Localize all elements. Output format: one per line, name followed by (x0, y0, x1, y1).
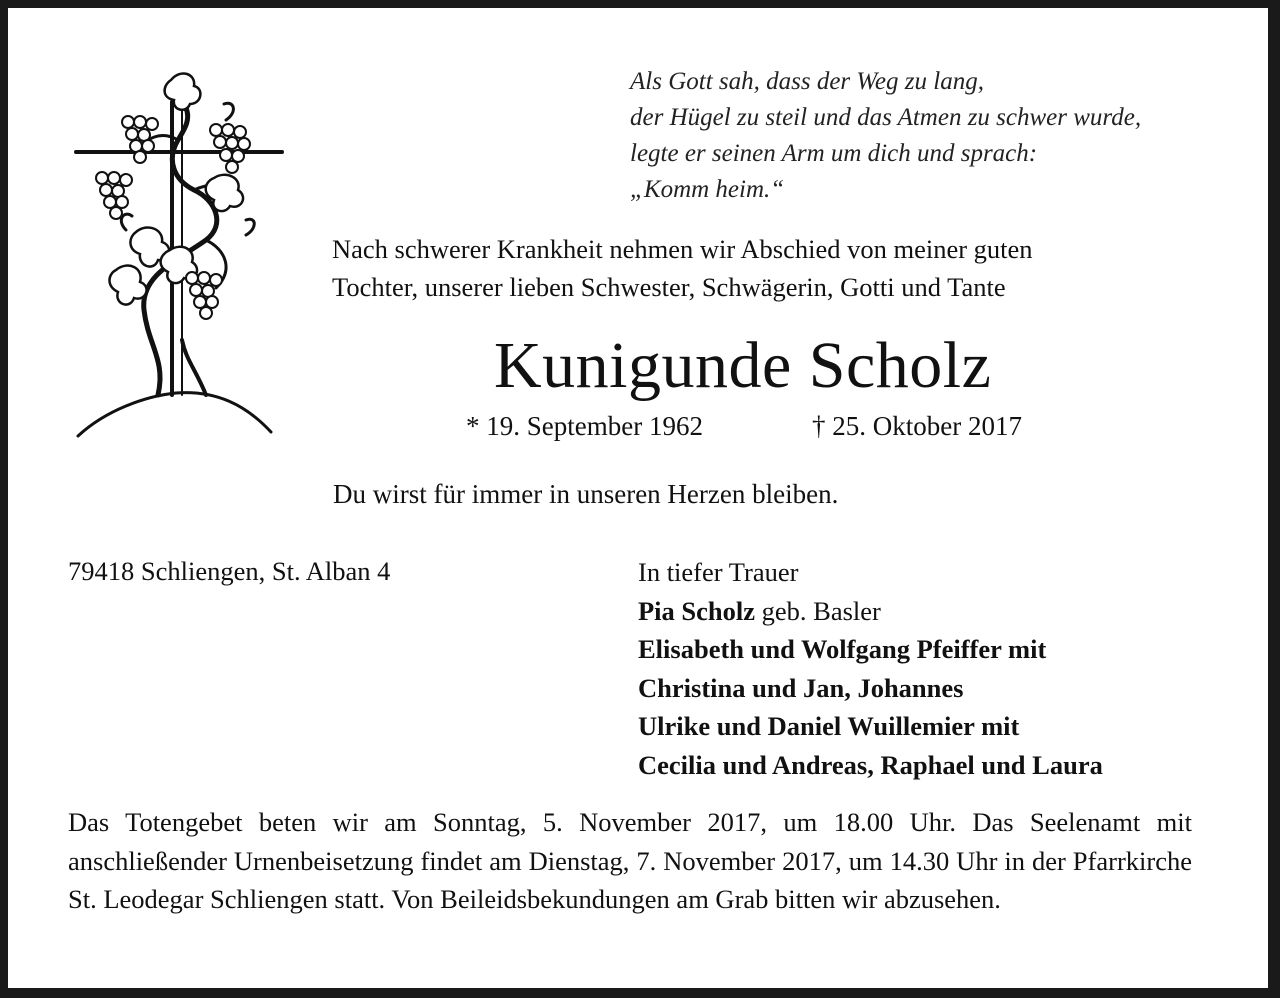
intro-line: Nach schwerer Krankheit nehmen wir Abschied von meiner guten (332, 234, 1033, 264)
intro-text (332, 230, 1202, 306)
intro-line: Tochter, unserer lieben Schwester, Schwägerin, Gotti und Tante (332, 272, 1006, 302)
mourner-line (638, 630, 1103, 669)
poem-line: legte er seinen Arm um dich und sprach: (630, 140, 1038, 167)
cross-with-grapevine-icon (66, 60, 286, 444)
mourner-line (638, 669, 1103, 708)
mourner-name: Pia Scholz (638, 595, 756, 626)
mourner-line (638, 746, 1103, 785)
poem (630, 64, 1141, 208)
death-date: † 25. Oktober 2017 (812, 411, 1022, 441)
mourner-line (638, 707, 1103, 746)
mourner-line (638, 592, 1103, 631)
mourner-name: Christina und Jan, Johannes (638, 672, 964, 703)
motto: Du wirst für immer in unseren Herzen bleiben. (333, 479, 839, 509)
birth-date: * 19. September 1962 (466, 411, 703, 441)
deceased-name: Kunigunde Scholz (494, 329, 992, 402)
poem-line: „Komm heim.“ (630, 176, 785, 203)
mourner-name: Elisabeth und Wolfgang Pfeiffer mit (638, 634, 1047, 664)
poem-line: Als Gott sah, dass der Weg zu lang, (630, 68, 984, 95)
mourner-name: Cecilia und Andreas, Raphael und Laura (638, 749, 1103, 780)
obituary-card (8, 8, 1268, 988)
mourner-name: Ulrike und Daniel Wuillemier mit (638, 711, 1020, 741)
mourners-heading: In tiefer Trauer (638, 557, 799, 587)
poem-line: der Hügel zu steil und das Atmen zu schwer wurde, (630, 104, 1142, 131)
service-notice: Das Totengebet beten wir am Sonntag, 5. November 2017, um 18.00 Uhr. Das Seelenamt mit anschließender Urnenbeisetzung findet am Dienstag, 7. November 2017, um 14.30 Uhr in der Pfarrkirche St. Leodegar Schliengen statt. Von Beileidsbekundungen am Grab bitten wir abzusehen. (68, 807, 1192, 914)
address: 79418 Schliengen, St. Alban 4 (68, 556, 391, 586)
mourners (638, 553, 1103, 784)
mourner-detail: geb. Basler (755, 595, 881, 626)
